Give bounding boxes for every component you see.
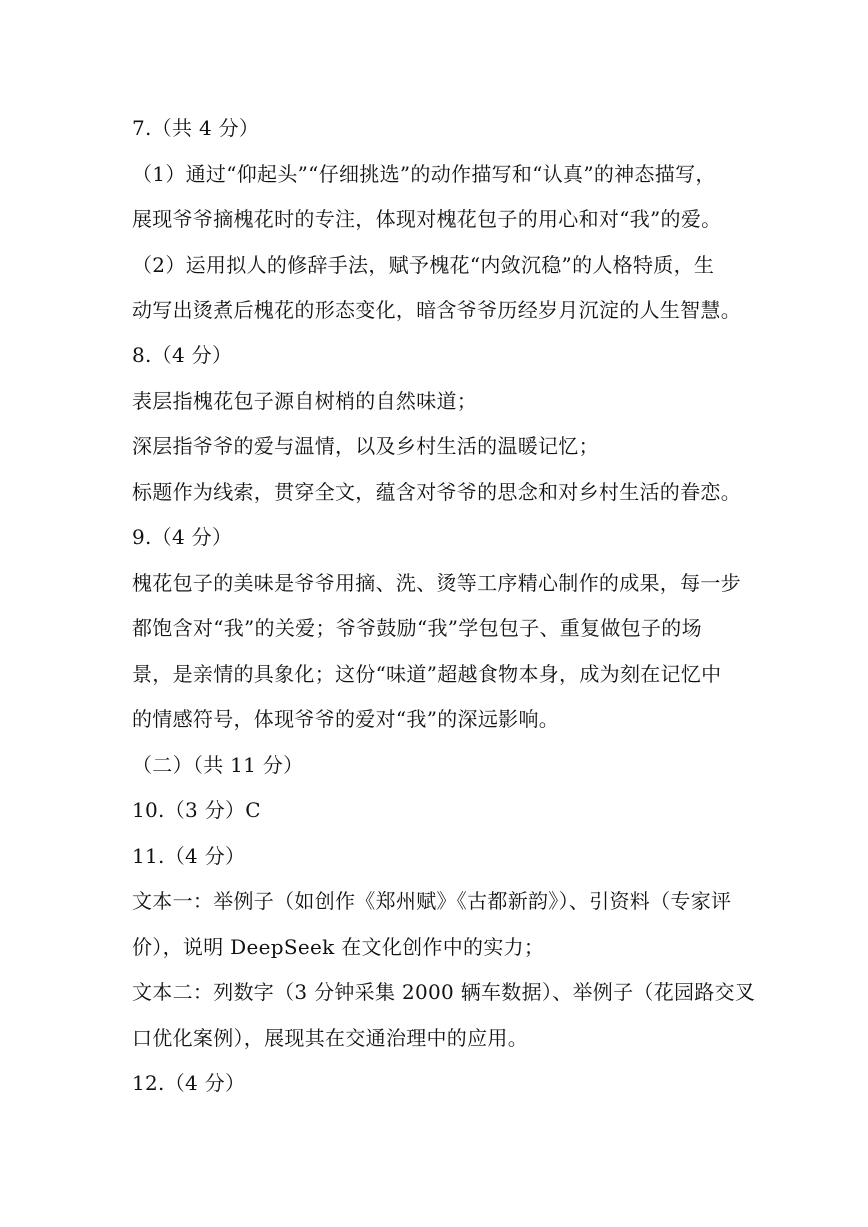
- question-12-heading: 12.（4 分）: [132, 1071, 246, 1095]
- answer-8-line-1: 表层指槐花包子源自树梢的自然味道；: [132, 389, 478, 413]
- answer-8-line-2: 深层指爷爷的爱与温情，以及乡村生活的温暖记忆；: [132, 434, 599, 458]
- answer-11-text-1-line-1: 文本一：举例子（如创作《郑州赋》《古都新韵》）、引资料（专家评: [132, 889, 732, 913]
- answer-9-line-2: 都饱含对“我”的关爱；爷爷鼓励“我”学包包子、重复做包子的场: [132, 616, 702, 640]
- answer-8-line-3: 标题作为线索，贯穿全文，蕴含对爷爷的思念和对乡村生活的眷恋。: [132, 480, 741, 504]
- answer-11-text-1-line-2: 价），说明 DeepSeek 在文化创作中的实力；: [132, 935, 545, 959]
- question-8-heading: 8.（4 分）: [132, 343, 233, 367]
- answer-7-part-1-line-1: （1）通过“仰起头”“仔细挑选”的动作描写和“认真”的神态描写，: [132, 162, 716, 186]
- answer-9-line-3: 景，是亲情的具象化；这份“味道”超越食物本身，成为刻在记忆中: [132, 662, 722, 686]
- question-11-heading: 11.（4 分）: [132, 844, 246, 868]
- question-10-answer: 10.（3 分）C: [132, 798, 261, 822]
- answer-11-text-2-line-1: 文本二：列数字（3 分钟采集 2000 辆车数据）、举例子（花园路交叉: [132, 980, 756, 1004]
- question-9-heading: 9.（4 分）: [132, 525, 233, 549]
- answer-9-line-4: 的情感符号，体现爷爷的爱对“我”的深远影响。: [132, 707, 560, 731]
- answer-7-part-2-line-1: （2）运用拟人的修辞手法，赋予槐花“内敛沉稳”的人格特质，生: [132, 253, 715, 277]
- section-2-heading: （二）（共 11 分）: [132, 753, 304, 777]
- answer-11-text-2-line-2: 口优化案例），展现其在交通治理中的应用。: [132, 1026, 528, 1050]
- question-7-heading: 7.（共 4 分）: [132, 116, 260, 140]
- answer-9-line-1: 槐花包子的美味是爷爷用摘、洗、烫等工序精心制作的成果，每一步: [132, 571, 741, 595]
- answer-7-part-2-line-2: 动写出烫煮后槐花的形态变化，暗含爷爷历经岁月沉淀的人生智慧。: [132, 298, 741, 322]
- answer-7-part-1-line-2: 展现爷爷摘槐花时的专注，体现对槐花包子的用心和对“我”的爱。: [132, 207, 722, 231]
